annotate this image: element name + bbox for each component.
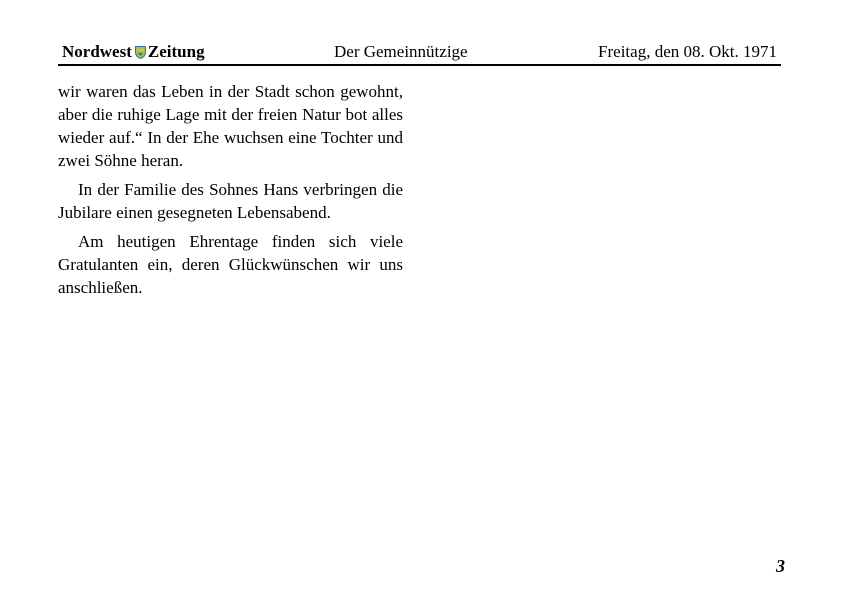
article-paragraph: Am heutigen Ehrentage finden sich viele Gratulanten ein, deren Glückwünschen wir uns anschließen. [58,232,403,297]
issue-date: Freitag, den 08. Okt. 1971 [598,42,777,61]
masthead-left-word: Nordwest [62,42,132,61]
masthead-right-word: Zeitung [147,42,205,61]
page-number: 3 [776,556,785,576]
coat-of-arms-icon [135,46,146,59]
section-title: Der Gemeinnützige [334,42,468,61]
page-header [58,40,781,66]
article-paragraph: wir waren das Leben in der Stadt schon gewohnt, aber die ruhige Lage mit der freien Natur bot alles wieder auf.“ In der Ehe wuchsen eine Tochter und zwei Söhne heran. [58,82,403,170]
article-paragraph: In der Familie des Sohnes Hans verbringen die Jubilare einen gesegneten Lebensabend. [58,180,403,222]
newspaper-masthead [62,42,205,62]
article-column [58,80,403,305]
